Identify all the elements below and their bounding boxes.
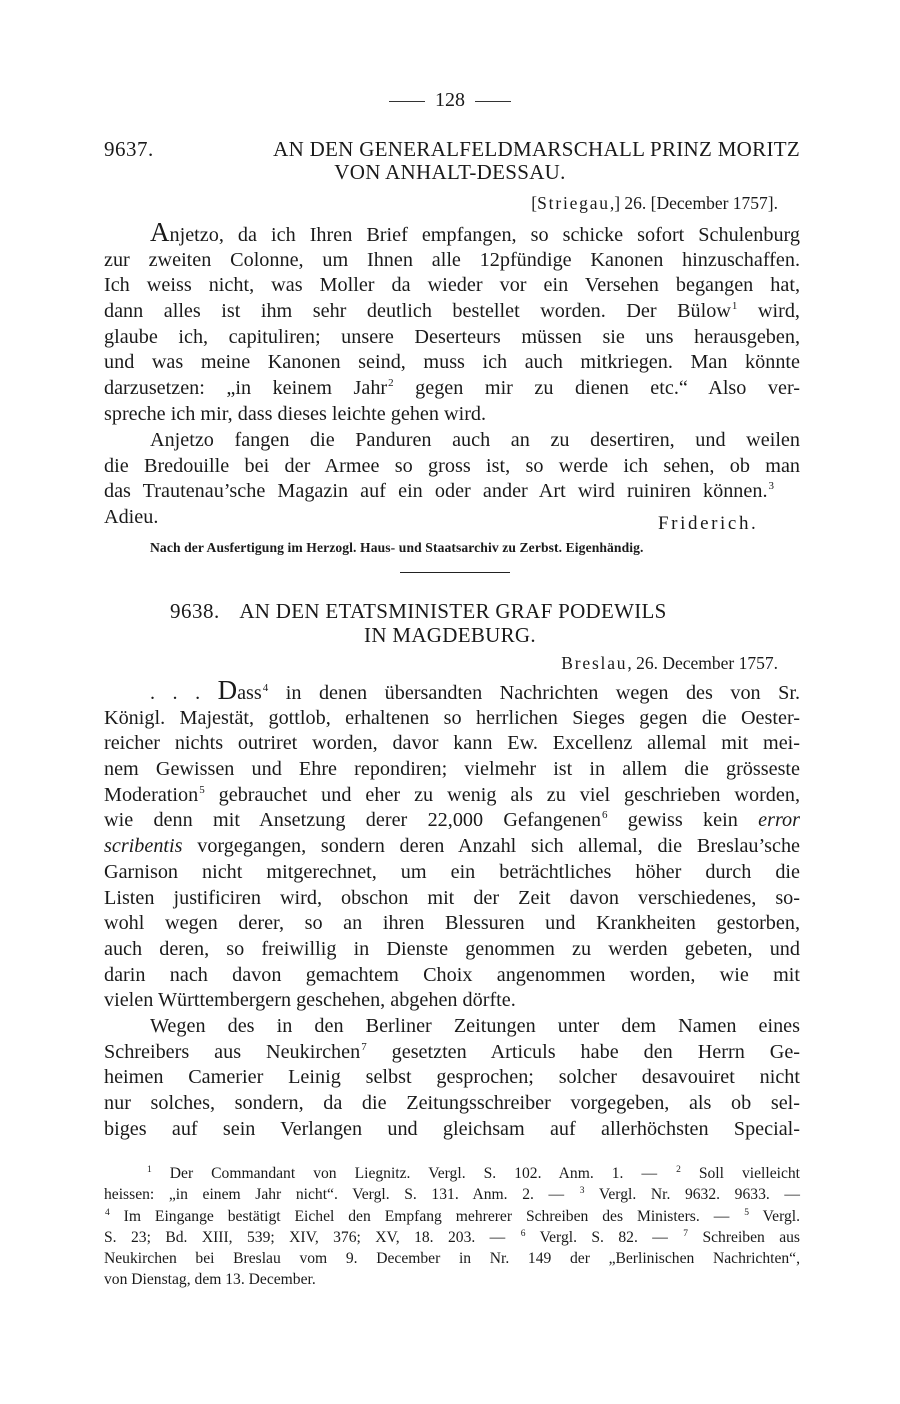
text-span: wie denn mit Ansetzung derer 22,000 Gefangenen bbox=[104, 809, 601, 832]
text-line: und was meine Kanonen seind, muss ich auch mitkriegen. Man könnte bbox=[104, 351, 800, 374]
text-line bbox=[104, 299, 800, 325]
letter-9637-title-line2: VON ANHALT-DESSAU. bbox=[334, 160, 566, 184]
text-line: glaube ich, capituliren; unsere Deserteurs müssen sie uns herausgeben, bbox=[104, 325, 800, 348]
text-span: dann alles ist ihm sehr deutlich bestellet worden. Der Bülow bbox=[104, 300, 731, 323]
text-line: vielen Württembergern geschehen, abgehen dörfte. bbox=[104, 989, 516, 1012]
drop-initial: D bbox=[217, 675, 238, 705]
text-line: auch deren, so freiwillig in Dienste genommen zu werden gebeten, und bbox=[104, 937, 800, 960]
letter-9638-paragraph-1 bbox=[104, 675, 800, 1014]
ellipsis: . . . bbox=[150, 682, 218, 704]
letter-9638-title-line1: AN DEN ETATSMINISTER GRAF PODEWILS bbox=[239, 599, 667, 623]
text-line: nur solches, sondern, da die Zeitungsschreiber vorgegeben, als ob sel- bbox=[104, 1092, 800, 1115]
footnote-text: Im Eingange bestätigt Eichel den Empfang mehrerer Schreiben des Ministers. — bbox=[109, 1207, 744, 1225]
dateline-date: ,] 26. [December 1757]. bbox=[609, 193, 778, 213]
footnote-text: S. 23; Bd. XIII, 539; XIV, 376; XV, 18. 203. — bbox=[104, 1228, 520, 1246]
text-line: biges auf sein Verlangen und gleichsam auf allerhöchsten Special- bbox=[104, 1117, 800, 1140]
footnote-mark: 4 bbox=[105, 1207, 110, 1218]
footnote-line: Neukirchen bei Breslau vom 9. December in Nr. 149 der „Berlinischen Nachrichten“, bbox=[104, 1250, 800, 1268]
text-span: wird, bbox=[737, 300, 800, 323]
header-dash-left bbox=[389, 101, 425, 102]
letter-9638-number: 9638. bbox=[170, 599, 220, 623]
letter-9637-title-line1: AN DEN GENERALFELDMARSCHALL PRINZ MORITZ bbox=[273, 137, 800, 161]
signature: Friderich. bbox=[658, 513, 759, 534]
text-span: gegen mir zu dienen etc.“ Also ver- bbox=[393, 377, 800, 400]
text-line bbox=[104, 808, 800, 834]
dateline-bracket: [ bbox=[531, 193, 538, 213]
footnote-ref-2: 2 bbox=[388, 377, 394, 390]
page-number: 128 bbox=[435, 89, 465, 111]
footnote-mark: 6 bbox=[520, 1228, 526, 1239]
footnote-ref-7: 7 bbox=[361, 1040, 367, 1053]
text-line: Ich weiss nicht, was Moller da wieder vor ein Versehen begangen hat, bbox=[104, 274, 800, 297]
dateline-place: Breslau bbox=[561, 653, 628, 673]
letter-9637-number: 9637. bbox=[104, 137, 154, 161]
letter-9638-title-line2: IN MAGDEBURG. bbox=[364, 623, 536, 647]
letter-9638-heading-line1 bbox=[170, 600, 667, 623]
text-span: Moderation bbox=[104, 783, 199, 806]
letter-9637-heading-line1 bbox=[104, 138, 800, 161]
text-span: in denen übersandten Nachrichten wegen des von Sr. bbox=[268, 682, 800, 704]
footnote-mark: 1 bbox=[147, 1165, 152, 1175]
footnote-ref-1: 1 bbox=[731, 300, 738, 313]
footnote-mark: 3 bbox=[579, 1186, 585, 1197]
footnote-text: Vergl. S. 82. — bbox=[525, 1228, 683, 1246]
header-dash-right bbox=[475, 101, 511, 102]
letter-9637-dateline bbox=[531, 192, 778, 214]
letter-9637-paragraph-1 bbox=[104, 217, 800, 428]
footnote-text: Vergl. Nr. 9632. 9633. — bbox=[584, 1186, 800, 1204]
text-line: Listen justificiren wird, obschon mit der Zeit davon verschiedenes, so- bbox=[104, 886, 800, 909]
text-line bbox=[104, 834, 800, 860]
text-line: spreche ich mir, dass dieses leichte gehen wird. bbox=[104, 402, 487, 425]
closing-line: Adieu. bbox=[104, 506, 159, 529]
text-span: darzusetzen: „in keinem Jahr bbox=[104, 377, 388, 400]
footnote-text: heissen: „in einem Jahr nicht“. Vergl. S. 131. Anm. 2. — bbox=[104, 1186, 579, 1204]
page-number-header bbox=[0, 88, 900, 112]
footnote-line bbox=[104, 1206, 800, 1227]
text-line bbox=[104, 479, 774, 505]
letter-9638-dateline bbox=[561, 652, 778, 674]
footnote-ref-3: 3 bbox=[768, 480, 774, 493]
letter-9638-paragraph-2 bbox=[104, 1014, 800, 1142]
text-line: die Bredouille bei der Armee so gross ist, so werde ich sehen, ob man bbox=[104, 454, 800, 477]
text-line: nem Gewissen und Ehre repondiren; vielmehr ist in allem die grösseste bbox=[104, 758, 800, 781]
drop-initial: A bbox=[150, 217, 170, 247]
footnote-mark: 7 bbox=[683, 1228, 689, 1239]
footnote-ref-4: 4 bbox=[262, 682, 269, 694]
text-line bbox=[104, 783, 800, 809]
text-line: reicher nichts outriret worden, davor kann Ew. Excellenz allemal mit mei- bbox=[104, 732, 800, 755]
footnote-line: von Dienstag, dem 13. December. bbox=[104, 1271, 316, 1289]
footnote-ref-6: 6 bbox=[601, 809, 608, 822]
footnote-line bbox=[104, 1163, 800, 1184]
footnote-line bbox=[104, 1184, 800, 1205]
italic-text: scribentis bbox=[104, 835, 183, 858]
text-line: heimen Camerier Leinig selbst gesprochen; solcher desavouiret nicht bbox=[104, 1066, 800, 1089]
dateline-place: Striegau bbox=[537, 193, 610, 213]
text-line: Garnison nicht mitgerechnet, um ein beträchtliches höher durch die bbox=[104, 860, 800, 883]
text-line bbox=[104, 217, 800, 248]
section-divider bbox=[400, 572, 510, 573]
text-line: zur zweiten Colonne, um Ihnen alle 12pfündige Kanonen hinzuschaffen. bbox=[104, 248, 800, 271]
footnote-text: Vergl. bbox=[748, 1207, 801, 1225]
text-line: Königl. Majestät, gottlob, erhaltenen so herrlichen Sieges gegen die Oester- bbox=[104, 706, 800, 729]
footnote-text: Soll vielleicht bbox=[680, 1165, 800, 1182]
dateline-date: , 26. December 1757. bbox=[627, 653, 778, 673]
text-span: vorgegangen, sondern deren Anzahl sich allemal, die Breslau’sche bbox=[182, 835, 800, 858]
text-line: wohl wegen derer, so an ihren Blessuren und Krankheiten gestorben, bbox=[104, 912, 800, 935]
footnote-text: Schreiben aus bbox=[688, 1228, 800, 1246]
text-span: gesetzten Articuls habe den Herrn Ge- bbox=[366, 1040, 801, 1063]
source-note: Nach der Ausfertigung im Herzogl. Haus- und Staatsarchiv zu Zerbst. Eigenhändig. bbox=[150, 540, 644, 555]
text-line: Wegen des in den Berliner Zeitungen unter dem Namen eines bbox=[150, 1015, 800, 1037]
footnote-mark: 5 bbox=[744, 1207, 749, 1218]
italic-text: error bbox=[758, 809, 800, 832]
text-span: Schreibers aus Neukirchen bbox=[104, 1040, 361, 1063]
text-line: Anjetzo fangen die Panduren auch an zu desertiren, und weilen bbox=[150, 429, 800, 451]
footnote-line bbox=[104, 1227, 800, 1248]
footnote-text: Der Commandant von Liegnitz. Vergl. S. 102. Anm. 1. — bbox=[151, 1165, 676, 1182]
text-span: gebrauchet und eher zu wenig als zu viel geschrieben worden, bbox=[204, 783, 800, 806]
footnote-mark: 2 bbox=[676, 1165, 681, 1175]
text-span: gewiss kein bbox=[607, 809, 759, 832]
text-span: njetzo, da ich Ihren Brief empfangen, so schicke sofort Schulenburg bbox=[169, 224, 800, 246]
text-line bbox=[104, 675, 800, 706]
text-line: darin nach davon gemachtem Choix angenommen worden, wie mit bbox=[104, 963, 800, 986]
text-line bbox=[104, 376, 800, 402]
text-line bbox=[104, 1040, 800, 1066]
text-span: das Trautenau’sche Magazin auf ein oder ander Art wird ruiniren können. bbox=[104, 480, 768, 503]
text-span: ass bbox=[237, 682, 262, 704]
footnotes bbox=[104, 1163, 800, 1291]
footnote-ref-5: 5 bbox=[199, 783, 205, 796]
